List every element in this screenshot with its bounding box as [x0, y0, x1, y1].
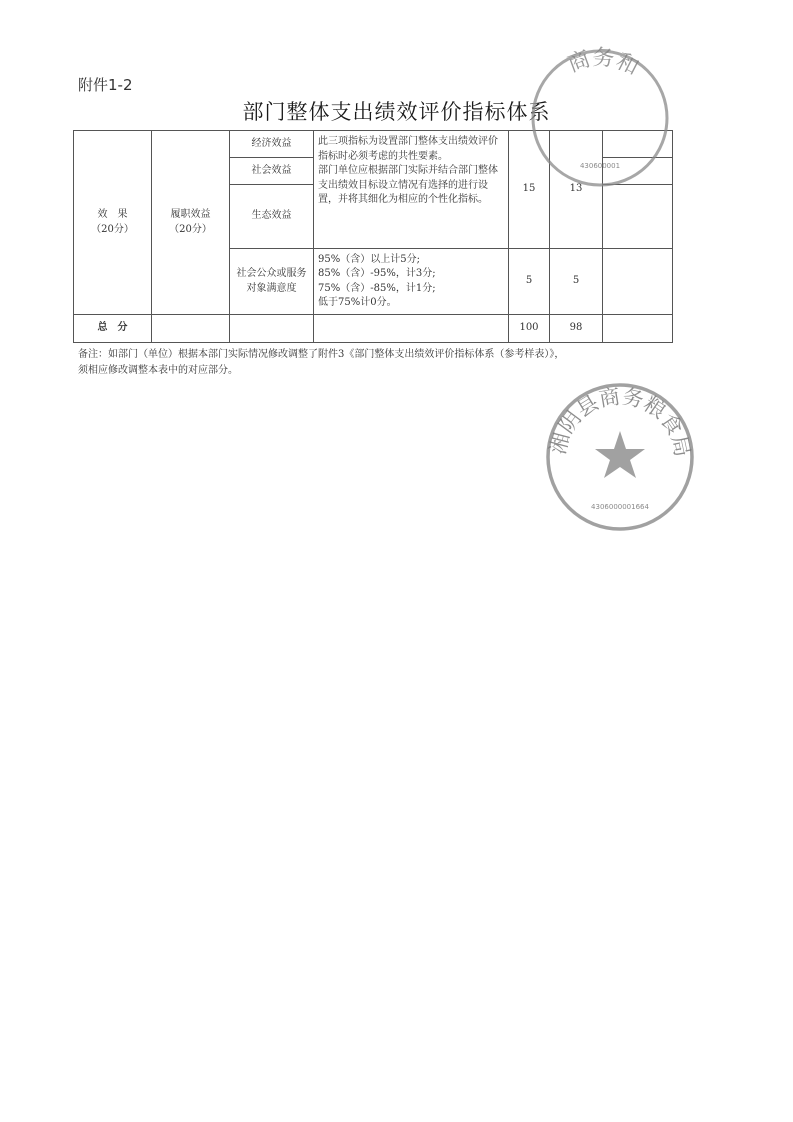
empty-cell [230, 315, 314, 343]
level2-name: 履职效益 [170, 209, 211, 220]
star-icon [595, 431, 645, 478]
partial-seal-number: 430600001 [579, 162, 621, 170]
level1-weight: （20分） [91, 223, 134, 235]
annex-label: 附件1-2 [78, 76, 133, 94]
empty-cell [314, 315, 509, 343]
common-desc-cell [314, 131, 509, 249]
sub-eco: 生态效益 [230, 185, 314, 249]
level1-name: 效 果 [97, 209, 128, 220]
level1-cell [74, 131, 152, 315]
footnote [78, 347, 564, 378]
level2-cell [152, 131, 230, 315]
empty-cell [603, 185, 673, 249]
seal-number: 4306000001664 [591, 503, 649, 511]
sat-rule: 75%（含）-85%，计1分; [318, 282, 436, 294]
group-score: 15 [509, 131, 550, 249]
group-got: 13 [550, 131, 603, 249]
sat-got: 5 [550, 249, 603, 315]
empty-cell [152, 315, 230, 343]
sub-sat: 社会公众或服务对象满意度 [230, 249, 314, 315]
sub-soc: 社会效益 [230, 158, 314, 185]
sat-rules-cell [314, 249, 509, 315]
sat-score: 5 [509, 249, 550, 315]
common-desc-top: 此三项指标为设置部门整体支出绩效评价指标时必须考虑的共性要素。 [318, 136, 498, 162]
seal-text: 湘阴县商务粮食局 [545, 384, 695, 459]
partial-seal-text: 商务和 [564, 45, 643, 82]
common-desc-bottom: 部门单位应根据部门实际并结合部门整体支出绩效目标设立情况有选择的进行设置，并将其细化为相应的个性化指标。 [318, 165, 498, 205]
official-seal [535, 375, 705, 535]
sub-econ: 经济效益 [230, 131, 314, 158]
page-title: 部门整体支出绩效评价指标体系 [242, 100, 551, 124]
level2-weight: （20分） [169, 223, 212, 235]
partial-seal [520, 32, 680, 192]
sat-rule: 低于75%计0分。 [318, 297, 397, 308]
empty-cell [603, 315, 673, 343]
footnote-line: 备注：如部门（单位）根据本部门实际情况修改调整了附件3《部门整体支出绩效评价指标体系（参考样表）》， [78, 349, 565, 360]
total-label: 总 分 [74, 315, 152, 343]
sat-rule: 95%（含）以上计5分; [318, 253, 420, 265]
table-row [74, 315, 673, 343]
empty-cell [603, 249, 673, 315]
footnote-line: 须相应修改调整本表中的对应部分。 [78, 364, 238, 376]
total-score: 100 [509, 315, 550, 343]
total-got: 98 [550, 315, 603, 343]
sat-rule: 85%（含）-95%，计3分; [318, 268, 436, 279]
